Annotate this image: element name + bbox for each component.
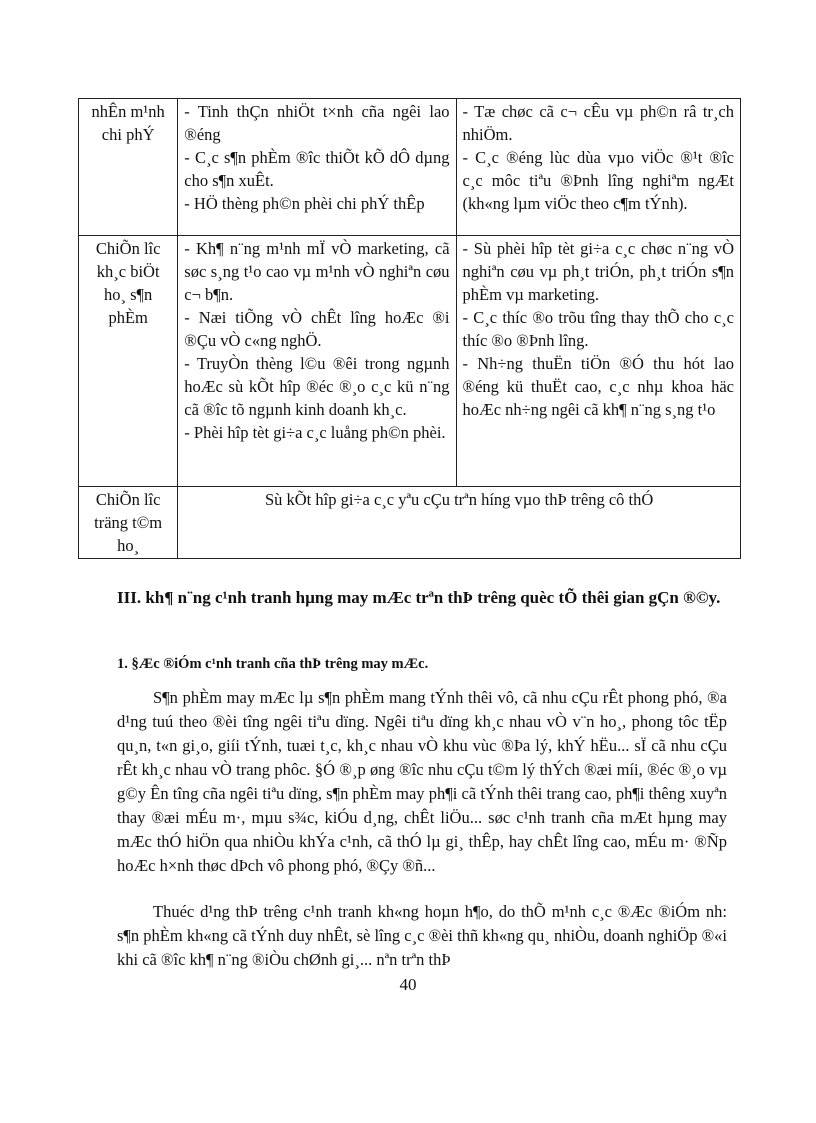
- strategy-name-cell: ChiÕn lîc kh¸c biÖt ho¸ s¶n phÈm: [79, 236, 178, 487]
- cell-line: - Sù phèi hîp tèt gi÷a c¸c chøc n¨ng vÒ nghiªn cøu vµ ph¸t triÓn, ph¸t triÓn s¶n phÈm vµ marketing.: [462, 239, 734, 304]
- skills-cell: [178, 99, 456, 236]
- organization-cell: [456, 236, 740, 487]
- strategy-name-cell: nhÊn m¹nh chi phÝ: [79, 99, 178, 236]
- body-paragraph: Thuéc d¹ng thÞ trêng c¹nh tranh kh«ng hoµn h¶o, do thÕ m¹nh c¸c ®Æc ®iÓm nh: s¶n phÈm kh«ng cã tÝnh duy nhÊt, sè lîng c¸c ®èi thñ kh«ng qu¸ nhiÒu, doanh nghiÖp ®«i khi cã ®îc kh¶ n¨ng ®iÒu chØnh gi¸... nªn trªn thÞ: [117, 902, 727, 969]
- strategy-name-cell: ChiÕn lîc träng t©m ho¸: [79, 487, 178, 559]
- body-paragraph: S¶n phÈm may mÆc lµ s¶n phÈm mang tÝnh thêi vô, cã nhu cÇu rÊt phong phó, ®a d¹ng tuú theo ®èi tîng ngêi tiªu dïng. Ngêi tiªu dïng kh¸c nhau vÒ v¨n ho¸, phong tôc tËp qu¸n, t«n gi¸o, giíi tÝnh, tuæi t¸c, kh¸c nhau vÒ khu vùc ®Þa lý, khÝ hËu... sÏ cã nhu cÇu rÊt kh¸c nhau vÒ trang phôc. §Ó ®¸p øng ®îc nhu cÇu t©m lý thÝch ®æi míi, ®éc ®¸o vµ g©y Ên tîng cña ngêi tiªu dïng, s¶n phÈm may ph¶i cã tÝnh thêi trang cao, ph¶i thêng xuyªn thay ®æi mÉu m·, mµu s¾c, kiÓu d¸ng, chÊt liÖu... søc c¹nh tranh cña mÆt hµng may mÆc thÓ hiÖn qua nhiÒu khÝa c¹nh, cã thÓ lµ gi¸ thÊp, hay chÊt lîng cao, mÉu m· ®Ñp hoÆc h×nh thøc dÞch vô phong phó, ®Çy ®ñ...: [117, 688, 727, 875]
- cell-line: - Nh÷ng thuËn tiÖn ®Ó thu hót lao ®éng kü thuËt cao, c¸c nhµ khoa häc hoÆc nh÷ng ngêi cã kh¶ n¨ng s¸ng t¹o: [462, 354, 734, 419]
- cell-line: - HÖ thèng ph©n phèi chi phÝ thÊp: [184, 194, 425, 213]
- table-row: [79, 99, 741, 236]
- subsection-heading: 1. §Æc ®iÓm c¹nh tranh cña thÞ trêng may mÆc.: [117, 656, 429, 672]
- page-number: 40: [399, 975, 417, 994]
- cell-line: - TruyÒn thèng l©u ®êi trong ngµnh hoÆc sù kÕt hîp ®éc ®¸o c¸c kü n¨ng cã ®îc tõ ngµnh kinh doanh kh¸c.: [184, 354, 450, 419]
- organization-cell: [456, 99, 740, 236]
- cell-line: - C¸c ®éng lùc dùa vµo viÖc ®¹t ®îc c¸c môc tiªu ®Þnh lîng nghiªm ngÆt (kh«ng lµm viÖc theo c¶m tÝnh).: [462, 148, 734, 213]
- table-row: [79, 236, 741, 487]
- skills-cell: [178, 236, 456, 487]
- cell-line: - C¸c s¶n phÈm ®îc thiÕt kÕ dÔ dµng cho s¶n xuÊt.: [184, 148, 450, 190]
- table-row: [79, 487, 741, 559]
- cell-line: - Tæ chøc cã c¬ cÊu vµ ph©n râ tr¸ch nhiÖm.: [462, 102, 734, 144]
- cell-line: - C¸c thíc ®o trõu tîng thay thÕ cho c¸c thíc ®o ®Þnh lîng.: [462, 308, 734, 350]
- merged-requirements-cell: Sù kÕt hîp gi÷a c¸c yªu cÇu trªn híng vµo thÞ trêng cô thÓ: [178, 487, 741, 559]
- cell-line: - Phèi hîp tèt gi÷a c¸c luång ph©n phèi.: [184, 423, 446, 442]
- cell-line: - Kh¶ n¨ng m¹nh mÏ vÒ marketing, cã søc s¸ng t¹o cao vµ m¹nh vÒ nghiªn cøu c¬ b¶n.: [184, 239, 450, 304]
- cell-line: - Næi tiÕng vÒ chÊt lîng hoÆc ®i ®Çu vÒ c«ng nghÖ.: [184, 308, 450, 350]
- section-heading: III. kh¶ n¨ng c¹nh tranh hµng may mÆc trªn thÞ trêng quèc tÕ thêi gian gÇn ®©y.: [117, 588, 721, 607]
- cell-line: - Tinh thÇn nhiÖt t×nh cña ngêi lao ®éng: [184, 102, 450, 144]
- strategy-table: [78, 98, 741, 559]
